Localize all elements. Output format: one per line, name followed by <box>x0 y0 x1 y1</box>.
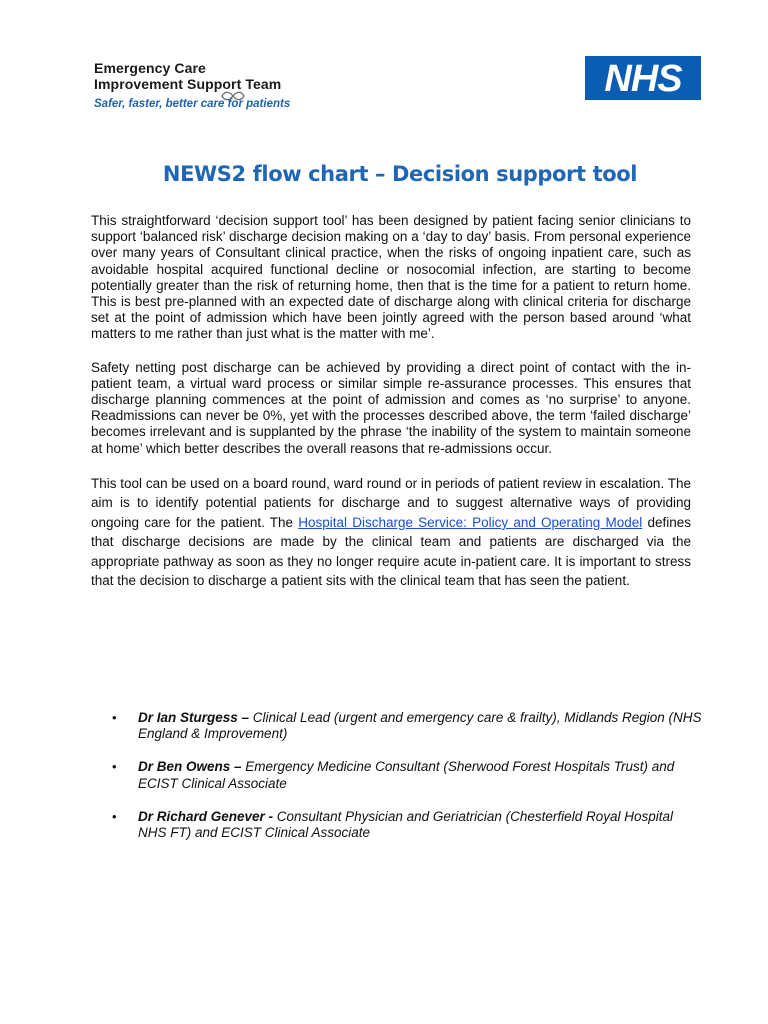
paragraph-safety-netting: Safety netting post discharge can be achieved by providing a direct point of contact with the in-patient team, a virtual ward process or similar simple re-assurance processes. This ensures that discharge planning commences at the point of admission and comes as ‘no surprise’ to anyone. Readmissions can never be 0%, yet with the processes described above, the term ‘failed discharge’ becomes irrelevant and is supplanted by the phrase ‘the inability of the system to maintain someone at home’ which better describes the overall reasons that re-admissions occur. <box>91 359 691 456</box>
paragraph-tool-usage-start: This tool can be used on a board round, ward round or in periods of patient review in escalation. The aim is to identify potential patients for discharge and to suggest alternative ways of providing ongoing care for the patient. The <box>91 475 691 530</box>
bullet-icon: • <box>112 759 117 775</box>
list-item <box>112 710 702 742</box>
hospital-discharge-policy-link[interactable]: Hospital Discharge Service: Policy and Operating Model <box>298 514 643 530</box>
contributor-role: Consultant Physician and Geriatrician (Chesterfield Royal Hospital NHS FT) and ECIST Clinical Associate <box>138 808 673 841</box>
paragraph-tool-usage <box>91 474 691 591</box>
paragraph-tool-usage-end: defines that discharge decisions are made by the clinical team and patients are discharged via the appropriate pathway as soon as they no longer require acute in-patient care. It is important to stress that the decision to discharge a patient sits with the clinical team that has seen the patient. <box>91 514 691 589</box>
contributor-role: Clinical Lead (urgent and emergency care & frailty), Midlands Region (NHS England & Improvement) <box>138 710 702 742</box>
page-title: NEWS2 flow chart – Decision support tool <box>162 162 638 186</box>
nhs-logo <box>585 56 701 100</box>
body-text <box>91 213 691 608</box>
nhs-logo-text: NHS <box>604 57 682 100</box>
knot-icon <box>220 91 246 101</box>
contributor-name: Dr Ian Sturgess – <box>138 710 250 725</box>
list-item <box>112 809 702 841</box>
ecist-logo <box>94 60 354 111</box>
paragraph-intro: This straightforward ‘decision support tool’ has been designed by patient facing senior clinicians to support ‘balanced risk’ discharge decision making on a ‘day to day’ basis. From personal experience over many years of Consultant clinical practice, when the risks of ongoing inpatient care, such as avoidable hospital acquired functional decline or nosocomial infection, are starting to become potentially greater than the risk of returning home, then that is the time for a patient to return home. This is best pre-planned with an expected date of discharge along with clinical criteria for discharge set at the point of admission which have been jointly agreed with the person based around ‘what matters to me rather than just what is the matter with me’. <box>91 213 691 342</box>
org-name-line2: Improvement Support Team <box>94 76 282 92</box>
bullet-icon: • <box>112 808 117 824</box>
org-name-line1: Emergency Care <box>94 60 206 76</box>
contributor-name: Dr Ben Owens – <box>138 759 242 775</box>
list-item <box>112 759 702 791</box>
org-tagline: Safer, faster, better care for patients <box>94 98 291 110</box>
bullet-icon: • <box>112 710 117 725</box>
contributor-role: Emergency Medicine Consultant (Sherwood Forest Hospitals Trust) and ECIST Clinical Associate <box>138 759 675 791</box>
contributor-name: Dr Richard Genever - <box>138 808 274 824</box>
contributors-list <box>112 710 702 858</box>
